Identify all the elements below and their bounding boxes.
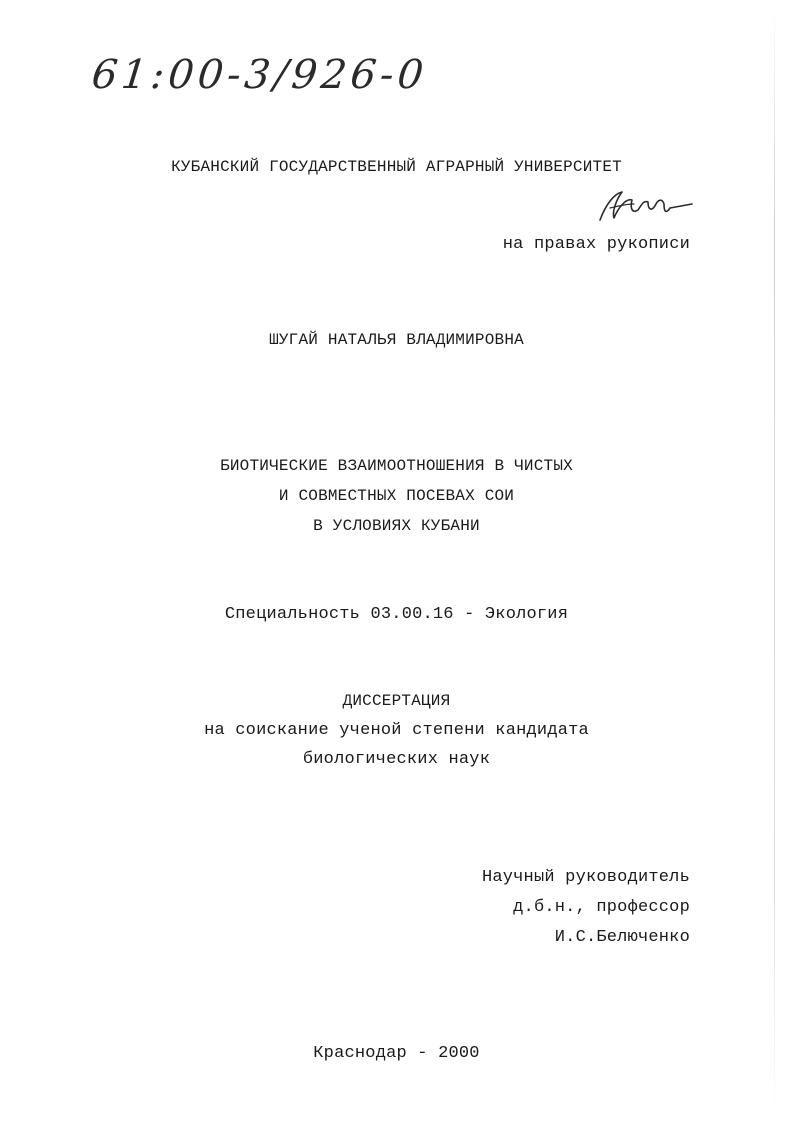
- title-line-3: В УСЛОВИЯХ КУБАНИ: [313, 517, 480, 535]
- specialty: Специальность 03.00.16 - Экология: [224, 605, 569, 624]
- supervisor-degree: д.б.н., профессор: [513, 898, 690, 917]
- signature-mark: [592, 182, 702, 230]
- title-line-1: БИОТИЧЕСКИЕ ВЗАИМООТНОШЕНИЯ В ЧИСТЫХ: [220, 457, 573, 475]
- supervisor-name: И.С.Белюченко: [554, 928, 690, 947]
- dissertation-degree-line-2: биологических наук: [302, 750, 491, 769]
- dissertation-degree-line-1: на соискание ученой степени кандидата: [204, 721, 589, 740]
- page-edge-shadow: [774, 0, 775, 1122]
- author-name: ШУГАЙ НАТАЛЬЯ ВЛАДИМИРОВНА: [269, 331, 524, 349]
- university-name: КУБАНСКИЙ ГОСУДАРСТВЕННЫЙ АГРАРНЫЙ УНИВЕРСИТЕТ: [171, 158, 622, 176]
- manuscript-rights-note: на правах рукописи: [502, 235, 690, 254]
- dissertation-heading: ДИССЕРТАЦИЯ: [342, 692, 451, 710]
- city-year: Краснодар - 2000: [313, 1044, 480, 1063]
- title-line-2: И СОВМЕСТНЫХ ПОСЕВАХ СОИ: [278, 487, 515, 505]
- supervisor-label: Научный руководитель: [481, 868, 690, 887]
- handwritten-archive-code: 61:00-3/926-0: [89, 52, 430, 98]
